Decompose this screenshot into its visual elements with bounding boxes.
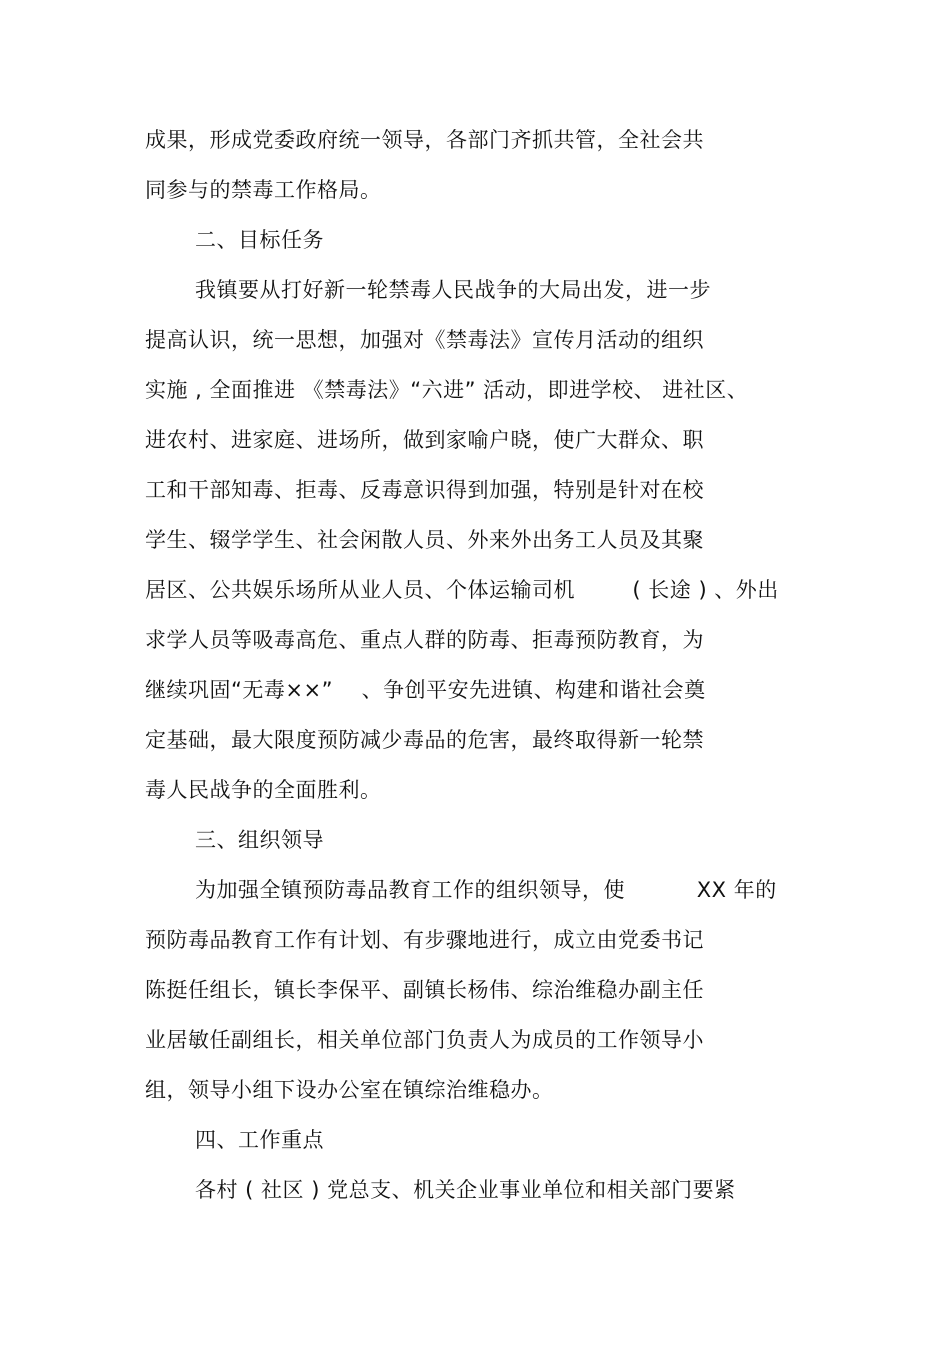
body-text-line: 学生、辍学学生、社会闲散人员、外来外出务工人员及其聚 — [145, 528, 704, 552]
body-text-line: 工和干部知毒、拒毒、反毒意识得到加强，特别是针对在校 — [145, 478, 704, 502]
body-text-line: 成果，形成党委政府统一领导，各部门齐抓共管，全社会共 — [145, 128, 704, 152]
body-text-line: 为加强全镇预防毒品教育工作的组织领导，使 XX 年的 — [195, 878, 777, 902]
body-text-line: 实施 , 全面推进 《禁毒法》“六进” 活动，即进学校、 进社区、 — [145, 378, 749, 402]
body-text-line: 继续巩固“无毒××” 、争创平安先进镇、构建和谐社会奠 — [145, 678, 706, 702]
body-text-line: 业居敏任副组长，相关单位部门负责人为成员的工作领导小 — [145, 1028, 704, 1052]
section-heading: 四、工作重点 — [195, 1128, 324, 1152]
section-heading: 二、目标任务 — [195, 228, 324, 252]
body-text-line: 陈挺任组长，镇长李保平、副镇长杨伟、综治维稳办副主任 — [145, 978, 704, 1002]
section-heading: 三、组织领导 — [195, 828, 324, 852]
body-text-line: 定基础，最大限度预防减少毒品的危害，最终取得新一轮禁 — [145, 728, 704, 752]
body-text-line: 求学人员等吸毒高危、重点人群的防毒、拒毒预防教育，为 — [145, 628, 704, 652]
body-text-line: 组，领导小组下设办公室在镇综治维稳办。 — [145, 1078, 554, 1102]
body-text-line: 进农村、进家庭、进场所，做到家喻户晓，使广大群众、职 — [145, 428, 704, 452]
body-text-line: 提高认识，统一思想，加强对《禁毒法》宣传月活动的组织 — [145, 328, 704, 352]
body-text-line: 预防毒品教育工作有计划、有步骤地进行，成立由党委书记 — [145, 928, 704, 952]
body-text-line: 我镇要从打好新一轮禁毒人民战争的大局出发，进一步 — [195, 278, 711, 302]
body-text-line: 居区、公共娱乐场所从业人员、个体运输司机 ( 长途 ) 、外出 — [145, 578, 779, 602]
body-text-line: 各村 ( 社区 ) 党总支、机关企业事业单位和相关部门要紧 — [195, 1178, 736, 1202]
body-text-line: 毒人民战争的全面胜利。 — [145, 778, 382, 802]
body-text-line: 同参与的禁毒工作格局。 — [145, 178, 382, 202]
